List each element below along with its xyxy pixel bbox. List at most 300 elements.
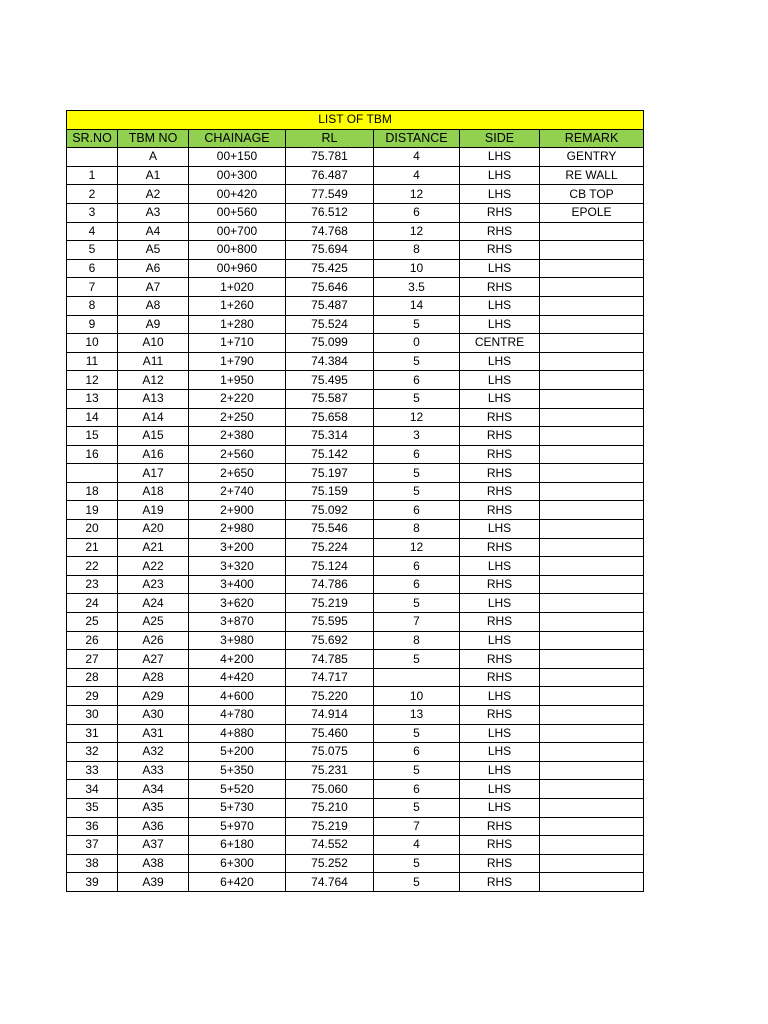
table-body [67, 148, 644, 892]
side-cell: RHS [460, 650, 540, 669]
remark-cell [540, 371, 644, 390]
side-cell: RHS [460, 464, 540, 483]
chainage-cell: 3+870 [189, 613, 286, 632]
header-distance: DISTANCE [374, 129, 460, 148]
chainage-cell: 1+280 [189, 315, 286, 334]
distance-cell: 8 [374, 241, 460, 260]
remark-cell [540, 520, 644, 539]
table-row [67, 389, 644, 408]
rl-cell: 75.220 [286, 687, 374, 706]
sr-no-cell: 33 [67, 761, 118, 780]
tbm-no-cell: A13 [118, 389, 189, 408]
rl-cell: 74.768 [286, 222, 374, 241]
tbm-no-cell: A27 [118, 650, 189, 669]
table-row [67, 334, 644, 353]
table-row [67, 854, 644, 873]
chainage-cell: 3+980 [189, 631, 286, 650]
remark-cell [540, 817, 644, 836]
header-row [67, 129, 644, 148]
rl-cell: 75.231 [286, 761, 374, 780]
distance-cell: 6 [374, 575, 460, 594]
chainage-cell: 1+020 [189, 278, 286, 297]
tbm-no-cell: A38 [118, 854, 189, 873]
distance-cell: 6 [374, 445, 460, 464]
chainage-cell: 4+880 [189, 724, 286, 743]
distance-cell: 5 [374, 724, 460, 743]
sr-no-cell: 12 [67, 371, 118, 390]
rl-cell: 77.549 [286, 185, 374, 204]
remark-cell [540, 798, 644, 817]
remark-cell [540, 631, 644, 650]
rl-cell: 75.524 [286, 315, 374, 334]
distance-cell: 4 [374, 148, 460, 167]
tbm-no-cell: A1 [118, 166, 189, 185]
sr-no-cell: 37 [67, 836, 118, 855]
rl-cell: 74.717 [286, 668, 374, 687]
chainage-cell: 4+200 [189, 650, 286, 669]
chainage-cell: 6+180 [189, 836, 286, 855]
sr-no-cell [67, 148, 118, 167]
sr-no-cell: 25 [67, 613, 118, 632]
chainage-cell: 5+520 [189, 780, 286, 799]
tbm-no-cell: A3 [118, 203, 189, 222]
side-cell: RHS [460, 241, 540, 260]
distance-cell: 5 [374, 482, 460, 501]
header-remark: REMARK [540, 129, 644, 148]
rl-cell: 75.060 [286, 780, 374, 799]
side-cell: LHS [460, 389, 540, 408]
side-cell: LHS [460, 520, 540, 539]
table-row [67, 594, 644, 613]
table-row [67, 687, 644, 706]
rl-cell: 75.646 [286, 278, 374, 297]
table-row [67, 148, 644, 167]
remark-cell [540, 836, 644, 855]
rl-cell: 75.142 [286, 445, 374, 464]
tbm-no-cell: A33 [118, 761, 189, 780]
side-cell: LHS [460, 798, 540, 817]
sr-no-cell: 19 [67, 501, 118, 520]
rl-cell: 75.210 [286, 798, 374, 817]
table-row [67, 278, 644, 297]
remark-cell [540, 259, 644, 278]
rl-cell: 75.425 [286, 259, 374, 278]
side-cell: LHS [460, 371, 540, 390]
remark-cell [540, 315, 644, 334]
remark-cell [540, 427, 644, 446]
distance-cell: 8 [374, 631, 460, 650]
header-side: SIDE [460, 129, 540, 148]
sr-no-cell: 23 [67, 575, 118, 594]
tbm-no-cell: A31 [118, 724, 189, 743]
remark-cell [540, 557, 644, 576]
table-row [67, 185, 644, 204]
side-cell: RHS [460, 873, 540, 892]
tbm-no-cell: A19 [118, 501, 189, 520]
side-cell: LHS [460, 259, 540, 278]
side-cell: LHS [460, 185, 540, 204]
table-row [67, 613, 644, 632]
rl-cell: 75.546 [286, 520, 374, 539]
table-row [67, 482, 644, 501]
remark-cell [540, 873, 644, 892]
remark-cell [540, 408, 644, 427]
table-row [67, 557, 644, 576]
distance-cell: 6 [374, 557, 460, 576]
side-cell: LHS [460, 352, 540, 371]
sr-no-cell: 7 [67, 278, 118, 297]
sr-no-cell: 2 [67, 185, 118, 204]
side-cell: LHS [460, 631, 540, 650]
distance-cell: 7 [374, 613, 460, 632]
sr-no-cell: 3 [67, 203, 118, 222]
rl-cell: 76.487 [286, 166, 374, 185]
table-row [67, 650, 644, 669]
sr-no-cell: 26 [67, 631, 118, 650]
remark-cell [540, 296, 644, 315]
chainage-cell: 3+400 [189, 575, 286, 594]
side-cell: RHS [460, 482, 540, 501]
distance-cell: 6 [374, 203, 460, 222]
rl-cell: 75.252 [286, 854, 374, 873]
sr-no-cell: 29 [67, 687, 118, 706]
tbm-no-cell: A39 [118, 873, 189, 892]
chainage-cell: 2+250 [189, 408, 286, 427]
distance-cell: 10 [374, 687, 460, 706]
table-row [67, 761, 644, 780]
chainage-cell: 2+650 [189, 464, 286, 483]
table-row [67, 706, 644, 725]
table-row [67, 203, 644, 222]
chainage-cell: 5+970 [189, 817, 286, 836]
sr-no-cell: 36 [67, 817, 118, 836]
tbm-no-cell: A7 [118, 278, 189, 297]
tbm-no-cell: A18 [118, 482, 189, 501]
distance-cell: 5 [374, 352, 460, 371]
rl-cell: 74.914 [286, 706, 374, 725]
side-cell: RHS [460, 538, 540, 557]
tbm-no-cell: A15 [118, 427, 189, 446]
chainage-cell: 00+420 [189, 185, 286, 204]
rl-cell: 75.219 [286, 817, 374, 836]
distance-cell: 6 [374, 501, 460, 520]
side-cell: RHS [460, 854, 540, 873]
chainage-cell: 5+350 [189, 761, 286, 780]
chainage-cell: 2+560 [189, 445, 286, 464]
remark-cell [540, 482, 644, 501]
sr-no-cell: 18 [67, 482, 118, 501]
remark-cell [540, 501, 644, 520]
side-cell: RHS [460, 706, 540, 725]
remark-cell: GENTRY [540, 148, 644, 167]
chainage-cell: 6+300 [189, 854, 286, 873]
sr-no-cell: 32 [67, 743, 118, 762]
remark-cell [540, 445, 644, 464]
side-cell: RHS [460, 278, 540, 297]
chainage-cell: 4+780 [189, 706, 286, 725]
side-cell: LHS [460, 148, 540, 167]
header-tbm-no: TBM NO [118, 129, 189, 148]
remark-cell [540, 650, 644, 669]
distance-cell: 5 [374, 873, 460, 892]
side-cell: RHS [460, 668, 540, 687]
side-cell: LHS [460, 743, 540, 762]
chainage-cell: 5+730 [189, 798, 286, 817]
tbm-no-cell: A [118, 148, 189, 167]
table-row [67, 222, 644, 241]
rl-cell: 76.512 [286, 203, 374, 222]
chainage-cell: 00+700 [189, 222, 286, 241]
sr-no-cell: 27 [67, 650, 118, 669]
chainage-cell: 00+800 [189, 241, 286, 260]
tbm-no-cell: A36 [118, 817, 189, 836]
remark-cell [540, 334, 644, 353]
chainage-cell: 1+790 [189, 352, 286, 371]
chainage-cell: 6+420 [189, 873, 286, 892]
tbm-no-cell: A12 [118, 371, 189, 390]
chainage-cell: 00+300 [189, 166, 286, 185]
side-cell: RHS [460, 575, 540, 594]
rl-cell: 74.785 [286, 650, 374, 669]
distance-cell: 4 [374, 836, 460, 855]
table-row [67, 315, 644, 334]
tbm-no-cell: A22 [118, 557, 189, 576]
remark-cell [540, 575, 644, 594]
distance-cell: 12 [374, 408, 460, 427]
distance-cell: 5 [374, 798, 460, 817]
distance-cell: 14 [374, 296, 460, 315]
side-cell: LHS [460, 166, 540, 185]
table-row [67, 166, 644, 185]
distance-cell: 6 [374, 780, 460, 799]
chainage-cell: 2+900 [189, 501, 286, 520]
side-cell: RHS [460, 427, 540, 446]
side-cell: RHS [460, 836, 540, 855]
remark-cell [540, 613, 644, 632]
tbm-no-cell: A25 [118, 613, 189, 632]
chainage-cell: 2+220 [189, 389, 286, 408]
side-cell: CENTRE [460, 334, 540, 353]
side-cell: RHS [460, 408, 540, 427]
title-row [67, 111, 644, 130]
remark-cell [540, 743, 644, 762]
table-row [67, 631, 644, 650]
chainage-cell: 4+420 [189, 668, 286, 687]
sr-no-cell [67, 464, 118, 483]
tbm-no-cell: A32 [118, 743, 189, 762]
distance-cell: 6 [374, 743, 460, 762]
rl-cell: 75.092 [286, 501, 374, 520]
table-row [67, 780, 644, 799]
chainage-cell: 2+980 [189, 520, 286, 539]
rl-cell: 74.786 [286, 575, 374, 594]
distance-cell: 5 [374, 389, 460, 408]
remark-cell [540, 241, 644, 260]
distance-cell: 13 [374, 706, 460, 725]
remark-cell: EPOLE [540, 203, 644, 222]
remark-cell [540, 854, 644, 873]
tbm-no-cell: A17 [118, 464, 189, 483]
table-row [67, 668, 644, 687]
side-cell: LHS [460, 557, 540, 576]
sr-no-cell: 34 [67, 780, 118, 799]
side-cell: LHS [460, 780, 540, 799]
tbm-no-cell: A34 [118, 780, 189, 799]
distance-cell: 0 [374, 334, 460, 353]
tbm-sheet [66, 110, 643, 892]
distance-cell: 5 [374, 761, 460, 780]
sr-no-cell: 6 [67, 259, 118, 278]
rl-cell: 75.595 [286, 613, 374, 632]
distance-cell: 8 [374, 520, 460, 539]
distance-cell: 3 [374, 427, 460, 446]
table-row [67, 445, 644, 464]
sr-no-cell: 5 [67, 241, 118, 260]
tbm-no-cell: A37 [118, 836, 189, 855]
tbm-no-cell: A21 [118, 538, 189, 557]
tbm-no-cell: A6 [118, 259, 189, 278]
tbm-no-cell: A20 [118, 520, 189, 539]
rl-cell: 74.764 [286, 873, 374, 892]
rl-cell: 75.487 [286, 296, 374, 315]
sr-no-cell: 39 [67, 873, 118, 892]
distance-cell: 12 [374, 222, 460, 241]
distance-cell: 3.5 [374, 278, 460, 297]
table-row [67, 798, 644, 817]
sr-no-cell: 31 [67, 724, 118, 743]
tbm-no-cell: A29 [118, 687, 189, 706]
rl-cell: 75.314 [286, 427, 374, 446]
table-row [67, 427, 644, 446]
chainage-cell: 1+710 [189, 334, 286, 353]
rl-cell: 75.658 [286, 408, 374, 427]
tbm-no-cell: A35 [118, 798, 189, 817]
distance-cell: 7 [374, 817, 460, 836]
sr-no-cell: 11 [67, 352, 118, 371]
tbm-no-cell: A2 [118, 185, 189, 204]
remark-cell [540, 389, 644, 408]
sr-no-cell: 16 [67, 445, 118, 464]
table-row [67, 520, 644, 539]
rl-cell: 75.219 [286, 594, 374, 613]
sr-no-cell: 13 [67, 389, 118, 408]
remark-cell [540, 706, 644, 725]
side-cell: LHS [460, 724, 540, 743]
sr-no-cell: 21 [67, 538, 118, 557]
table-row [67, 817, 644, 836]
tbm-no-cell: A24 [118, 594, 189, 613]
remark-cell [540, 278, 644, 297]
header-chainage: CHAINAGE [189, 129, 286, 148]
distance-cell: 5 [374, 854, 460, 873]
chainage-cell: 3+320 [189, 557, 286, 576]
table-row [67, 259, 644, 278]
distance-cell: 5 [374, 594, 460, 613]
rl-cell: 75.781 [286, 148, 374, 167]
distance-cell: 12 [374, 538, 460, 557]
rl-cell: 75.197 [286, 464, 374, 483]
side-cell: LHS [460, 594, 540, 613]
distance-cell: 6 [374, 371, 460, 390]
chainage-cell: 3+200 [189, 538, 286, 557]
remark-cell [540, 222, 644, 241]
table-row [67, 873, 644, 892]
rl-cell: 75.099 [286, 334, 374, 353]
rl-cell: 75.159 [286, 482, 374, 501]
distance-cell: 4 [374, 166, 460, 185]
rl-cell: 75.075 [286, 743, 374, 762]
side-cell: RHS [460, 501, 540, 520]
sr-no-cell: 10 [67, 334, 118, 353]
rl-cell: 75.587 [286, 389, 374, 408]
side-cell: RHS [460, 817, 540, 836]
sr-no-cell: 9 [67, 315, 118, 334]
rl-cell: 75.124 [286, 557, 374, 576]
distance-cell: 5 [374, 650, 460, 669]
table-title: LIST OF TBM [67, 111, 644, 130]
rl-cell: 75.692 [286, 631, 374, 650]
rl-cell: 75.224 [286, 538, 374, 557]
tbm-table [66, 110, 644, 892]
tbm-no-cell: A5 [118, 241, 189, 260]
side-cell: LHS [460, 761, 540, 780]
remark-cell [540, 352, 644, 371]
side-cell: LHS [460, 315, 540, 334]
side-cell: RHS [460, 222, 540, 241]
sr-no-cell: 30 [67, 706, 118, 725]
remark-cell [540, 594, 644, 613]
table-row [67, 408, 644, 427]
tbm-no-cell: A11 [118, 352, 189, 371]
sr-no-cell: 35 [67, 798, 118, 817]
sr-no-cell: 8 [67, 296, 118, 315]
chainage-cell: 2+740 [189, 482, 286, 501]
rl-cell: 74.384 [286, 352, 374, 371]
side-cell: RHS [460, 203, 540, 222]
remark-cell [540, 687, 644, 706]
remark-cell [540, 761, 644, 780]
table-row [67, 241, 644, 260]
chainage-cell: 00+560 [189, 203, 286, 222]
distance-cell: 12 [374, 185, 460, 204]
remark-cell [540, 780, 644, 799]
sr-no-cell: 15 [67, 427, 118, 446]
rl-cell: 75.694 [286, 241, 374, 260]
tbm-no-cell: A10 [118, 334, 189, 353]
sr-no-cell: 28 [67, 668, 118, 687]
table-row [67, 371, 644, 390]
rl-cell: 74.552 [286, 836, 374, 855]
distance-cell: 5 [374, 464, 460, 483]
tbm-no-cell: A28 [118, 668, 189, 687]
tbm-no-cell: A26 [118, 631, 189, 650]
table-row [67, 836, 644, 855]
sr-no-cell: 4 [67, 222, 118, 241]
tbm-no-cell: A23 [118, 575, 189, 594]
side-cell: LHS [460, 296, 540, 315]
table-row [67, 352, 644, 371]
side-cell: RHS [460, 445, 540, 464]
tbm-no-cell: A9 [118, 315, 189, 334]
distance-cell [374, 668, 460, 687]
sr-no-cell: 22 [67, 557, 118, 576]
side-cell: RHS [460, 613, 540, 632]
header-rl: RL [286, 129, 374, 148]
table-row [67, 575, 644, 594]
tbm-no-cell: A30 [118, 706, 189, 725]
sr-no-cell: 20 [67, 520, 118, 539]
tbm-no-cell: A4 [118, 222, 189, 241]
